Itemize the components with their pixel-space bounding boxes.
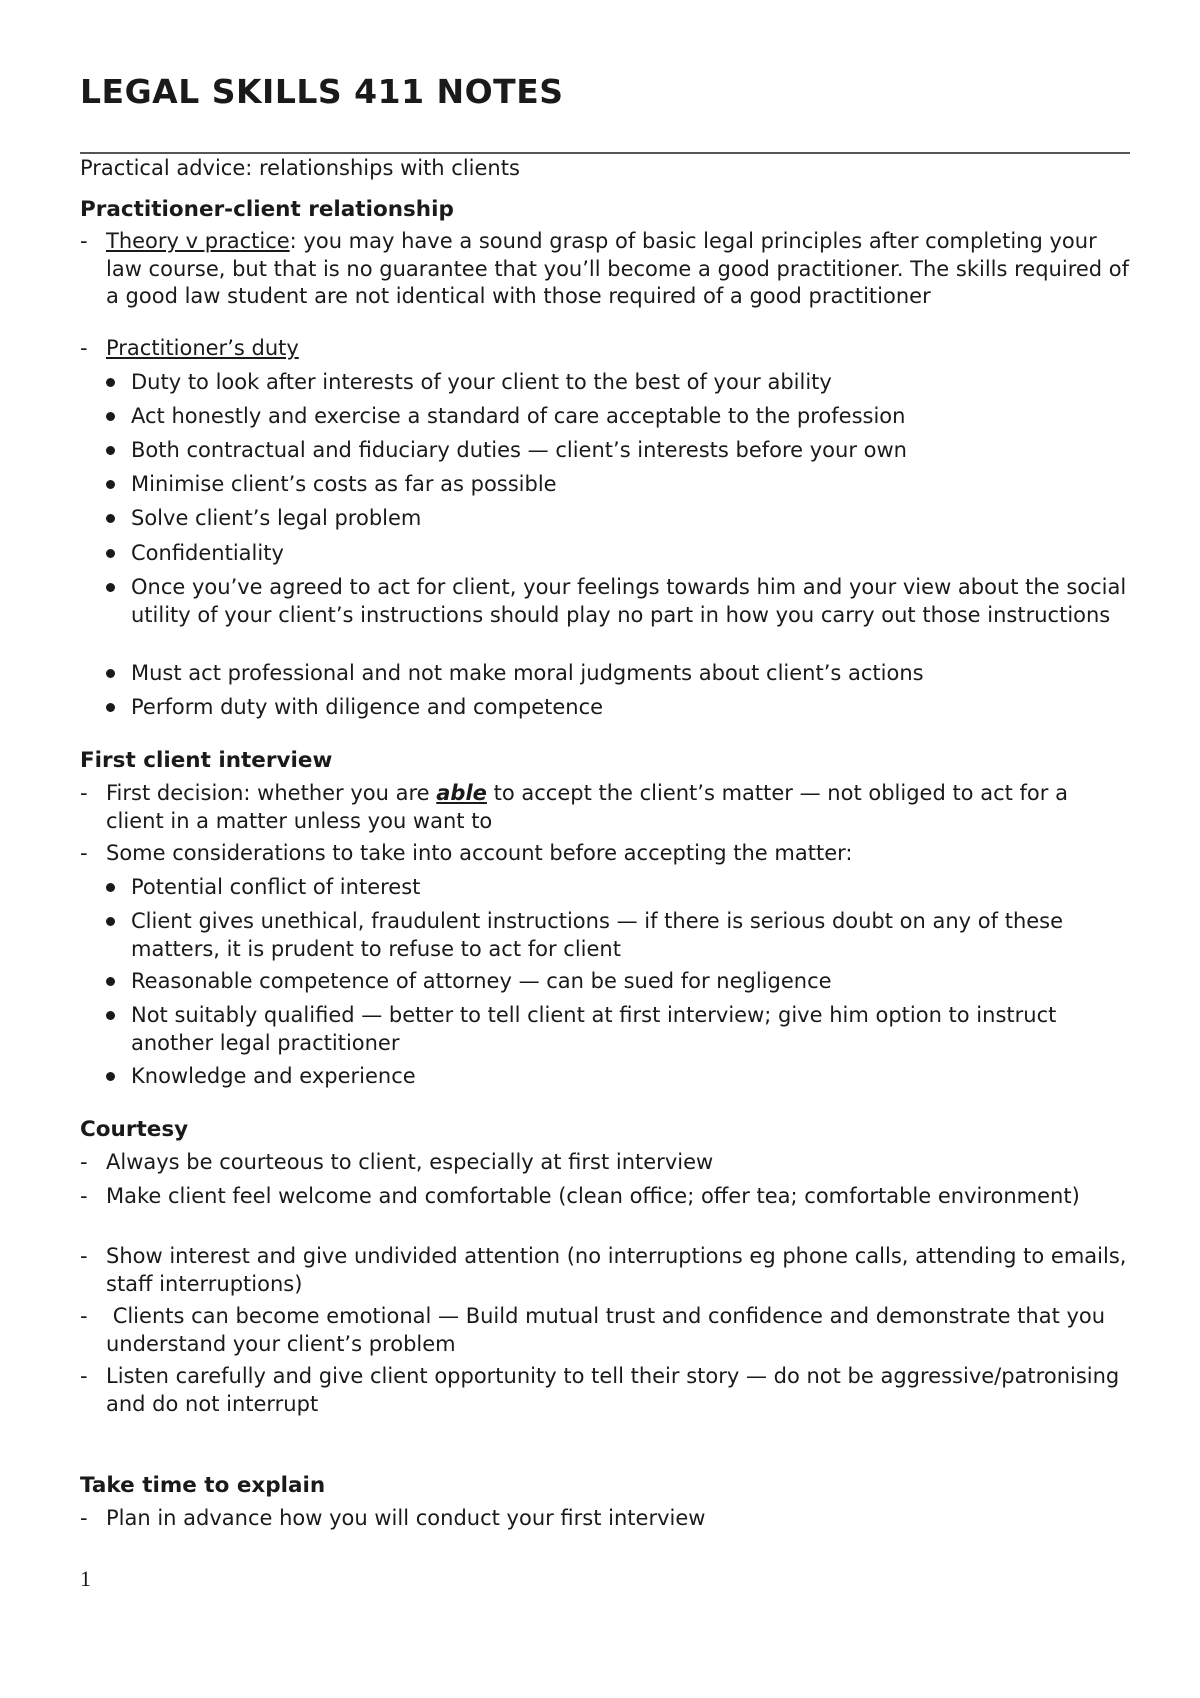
dash-marker: - <box>80 1244 88 1268</box>
section-heading-first-interview: First client interview <box>80 748 333 773</box>
document-subtitle: Practical advice: relationships with clients <box>80 156 520 180</box>
dash-item-duty <box>80 335 1130 363</box>
bullet-item <box>106 908 1130 963</box>
decision-text-after: to accept the client’s matter — not obliged to act for a client in a matter unless you want to <box>106 781 1068 833</box>
bullet-dot <box>106 1011 115 1020</box>
section-heading-courtesy: Courtesy <box>80 1117 189 1142</box>
bullet-dot <box>106 917 115 926</box>
dash-item-text: Make client feel welcome and comfortable (clean office; offer tea; comfortable environment) <box>106 1184 1080 1208</box>
dash-item <box>80 1183 1130 1211</box>
theory-label: Theory v practice <box>106 229 290 253</box>
bullet-text: Both contractual and fiduciary duties — client’s interests before your own <box>131 438 907 462</box>
dash-marker: - <box>80 781 88 805</box>
bullet-dot <box>106 412 115 421</box>
bullet-item <box>106 660 1130 688</box>
bullet-item <box>106 1063 1130 1091</box>
bullet-item <box>106 874 1130 902</box>
decision-text-before: First decision: whether you are <box>106 781 437 805</box>
dash-item <box>80 1303 1130 1358</box>
dash-marker: - <box>80 336 88 360</box>
dash-item-text: Listen carefully and give client opportunity to tell their story — do not be aggressive/patronising and do not interrupt <box>106 1364 1120 1416</box>
bullet-dot <box>106 669 115 678</box>
bullet-item <box>106 437 1130 465</box>
page-number: 1 <box>80 1566 91 1591</box>
bullet-item <box>106 574 1130 629</box>
dash-marker: - <box>80 841 88 865</box>
bullet-item <box>106 471 1130 499</box>
bullet-text: Must act professional and not make moral judgments about client’s actions <box>131 661 924 685</box>
bullet-text: Act honestly and exercise a standard of care acceptable to the profession <box>131 404 906 428</box>
decision-emphasis: able <box>436 781 487 805</box>
bullet-dot <box>106 549 115 558</box>
bullet-text: Solve client’s legal problem <box>131 506 422 530</box>
bullet-dot <box>106 883 115 892</box>
dash-item-text: Always be courteous to client, especially at first interview <box>106 1150 714 1174</box>
bullet-dot <box>106 1072 115 1081</box>
dash-item-considerations <box>80 840 1130 868</box>
dash-item-text: Show interest and give undivided attention (no interruptions eg phone calls, attending to emails, staff interruptions) <box>106 1244 1127 1296</box>
bullet-item <box>106 403 1130 431</box>
bullet-dot <box>106 378 115 387</box>
dash-item <box>80 1505 1130 1533</box>
dash-item <box>80 1243 1130 1298</box>
dash-item-text <box>106 780 1130 835</box>
bullet-dot <box>106 446 115 455</box>
dash-marker: - <box>80 1506 88 1530</box>
dash-item <box>80 1363 1130 1418</box>
bullet-dot <box>106 977 115 986</box>
bullet-item <box>106 369 1130 397</box>
dash-marker: - <box>80 1364 88 1388</box>
bullet-text: Once you’ve agreed to act for client, your feelings towards him and your view about the social utility of your client’s instructions should play no part in how you carry out those instructions <box>131 575 1127 627</box>
bullet-text: Confidentiality <box>131 541 284 565</box>
dash-item <box>80 1149 1130 1177</box>
bullet-dot <box>106 480 115 489</box>
bullet-dot <box>106 703 115 712</box>
bullet-text: Perform duty with diligence and competence <box>131 695 604 719</box>
dash-marker: - <box>80 1184 88 1208</box>
bullet-text: Reasonable competence of attorney — can be sued for negligence <box>131 969 832 993</box>
theory-text: : you may have a sound grasp of basic legal principles after completing your law course, but that is no guarantee that you’ll become a good practitioner. The skills required of a good law student are not identical with those required of a good practitioner <box>106 229 1130 308</box>
bullet-text: Minimise client’s costs as far as possible <box>131 472 557 496</box>
bullet-item <box>106 694 1130 722</box>
dash-item-theory <box>80 228 1130 311</box>
bullet-text: Not suitably qualified — better to tell client at first interview; give him option to instruct another legal practitioner <box>131 1003 1057 1055</box>
bullet-item <box>106 540 1130 568</box>
dash-item-text: Clients can become emotional — Build mutual trust and confidence and demonstrate that you understand your client’s problem <box>106 1304 1112 1356</box>
dash-item-text: Some considerations to take into account before accepting the matter: <box>106 841 853 865</box>
duty-label: Practitioner’s duty <box>106 336 299 360</box>
dash-marker: - <box>80 1150 88 1174</box>
section-heading-practitioner: Practitioner-client relationship <box>80 197 454 222</box>
document-title: LEGAL SKILLS 411 NOTES <box>80 72 564 111</box>
dash-item-text <box>106 228 1130 311</box>
bullet-item <box>106 968 1130 996</box>
dash-item-first-decision <box>80 780 1130 835</box>
bullet-item <box>106 1002 1130 1057</box>
dash-marker: - <box>80 229 88 253</box>
bullet-text: Client gives unethical, fraudulent instructions — if there is serious doubt on any of these matters, it is prudent to refuse to act for client <box>131 909 1064 961</box>
bullet-text: Duty to look after interests of your client to the best of your ability <box>131 370 832 394</box>
bullet-dot <box>106 583 115 592</box>
section-heading-explain: Take time to explain <box>80 1473 326 1498</box>
bullet-item <box>106 505 1130 533</box>
dash-item-text: Plan in advance how you will conduct your first interview <box>106 1506 706 1530</box>
bullet-dot <box>106 514 115 523</box>
bullet-text: Knowledge and experience <box>131 1064 416 1088</box>
bullet-text: Potential conflict of interest <box>131 875 421 899</box>
dash-marker: - <box>80 1304 88 1328</box>
